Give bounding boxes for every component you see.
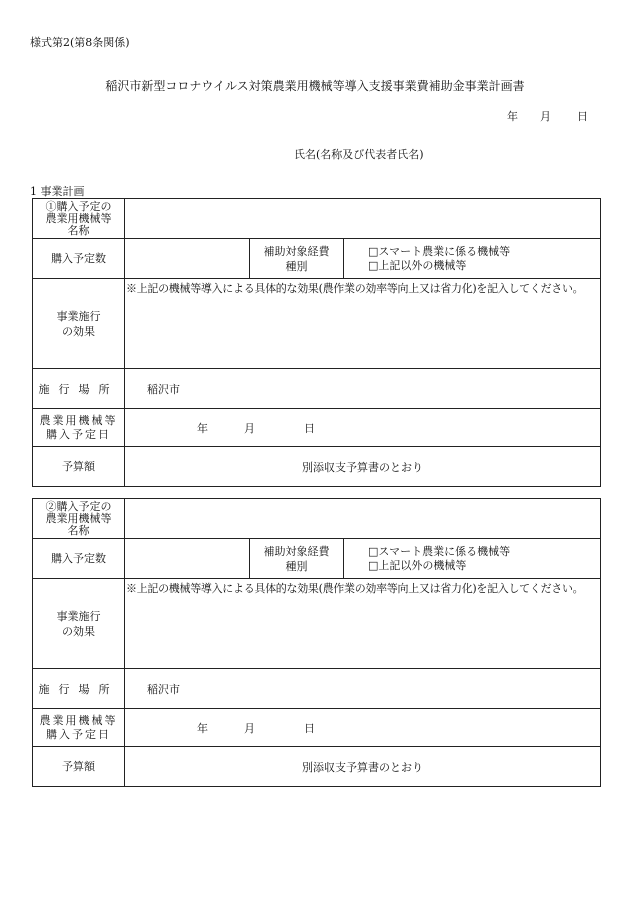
other-machinery-checkbox[interactable]: □上記以外の機械等 (368, 258, 467, 272)
place-field[interactable]: 稲沢市 (125, 369, 601, 409)
expense-category-label: 補助対象経費 種別 (250, 239, 344, 279)
expense-category-options (344, 539, 601, 579)
purchase-date-field[interactable] (125, 409, 601, 447)
budget-field: 別添収支予算書のとおり (125, 447, 601, 487)
item-name-field[interactable] (125, 199, 601, 239)
expense-category-options (344, 239, 601, 279)
place-row (33, 369, 601, 409)
purchase-date-label: 農業用機械等 購入予定日 (33, 409, 125, 447)
item-name-row (33, 499, 601, 539)
document-title: 稲沢市新型コロナウイルス対策農業用機械等導入支援事業費補助金事業計画書 (105, 79, 525, 93)
submission-day-label: 日 (577, 110, 588, 123)
purchase-month-label: 月 (244, 421, 255, 435)
smart-agriculture-checkbox[interactable]: □スマート農業に係る機械等 (368, 244, 511, 258)
budget-label: 予算額 (33, 447, 125, 487)
purchase-date-field[interactable] (125, 709, 601, 747)
item-name-row (33, 199, 601, 239)
quantity-row (33, 539, 601, 579)
submission-year-label: 年 (507, 110, 518, 123)
item-name-field[interactable] (125, 499, 601, 539)
quantity-label: 購入予定数 (33, 539, 125, 579)
place-label: 施行場所 (33, 369, 125, 409)
purchase-day-label: 日 (304, 721, 315, 735)
place-label: 施行場所 (33, 669, 125, 709)
purchase-date-label: 農業用機械等 購入予定日 (33, 709, 125, 747)
quantity-row (33, 239, 601, 279)
quantity-label: 購入予定数 (33, 239, 125, 279)
effect-label: 事業施行 の効果 (33, 579, 125, 669)
place-field[interactable]: 稲沢市 (125, 669, 601, 709)
purchase-year-label: 年 (197, 721, 208, 735)
effect-row (33, 279, 601, 369)
submission-month-label: 月 (540, 110, 551, 123)
smart-agriculture-checkbox[interactable]: □スマート農業に係る機械等 (368, 544, 511, 558)
item-name-label: ②購入予定の 農業用機械等 名称 (33, 499, 125, 539)
effect-field[interactable] (125, 279, 601, 369)
effect-row (33, 579, 601, 669)
section-heading: 1 事業計画 (30, 185, 85, 198)
purchase-month-label: 月 (244, 721, 255, 735)
budget-row (33, 747, 601, 787)
plan-table-1 (32, 198, 601, 487)
plan-table-2 (32, 498, 601, 787)
purchase-date-row (33, 709, 601, 747)
other-machinery-checkbox[interactable]: □上記以外の機械等 (368, 558, 467, 572)
form-reference: 様式第2(第8条関係) (30, 36, 130, 49)
budget-row (33, 447, 601, 487)
budget-field: 別添収支予算書のとおり (125, 747, 601, 787)
effect-label: 事業施行 の効果 (33, 279, 125, 369)
expense-category-label: 補助対象経費 種別 (250, 539, 344, 579)
quantity-field[interactable] (125, 539, 250, 579)
quantity-field[interactable] (125, 239, 250, 279)
purchase-year-label: 年 (197, 421, 208, 435)
effect-instruction: ※上記の機械等導入による具体的な効果(農作業の効率等向上又は省力化)を記入してください。 (126, 582, 584, 595)
budget-label: 予算額 (33, 747, 125, 787)
purchase-date-row (33, 409, 601, 447)
applicant-name-label: 氏名(名称及び代表者氏名) (294, 148, 424, 161)
effect-field[interactable] (125, 579, 601, 669)
item-name-label: ①購入予定の 農業用機械等 名称 (33, 199, 125, 239)
place-row (33, 669, 601, 709)
effect-instruction: ※上記の機械等導入による具体的な効果(農作業の効率等向上又は省力化)を記入してください。 (126, 282, 584, 295)
purchase-day-label: 日 (304, 421, 315, 435)
